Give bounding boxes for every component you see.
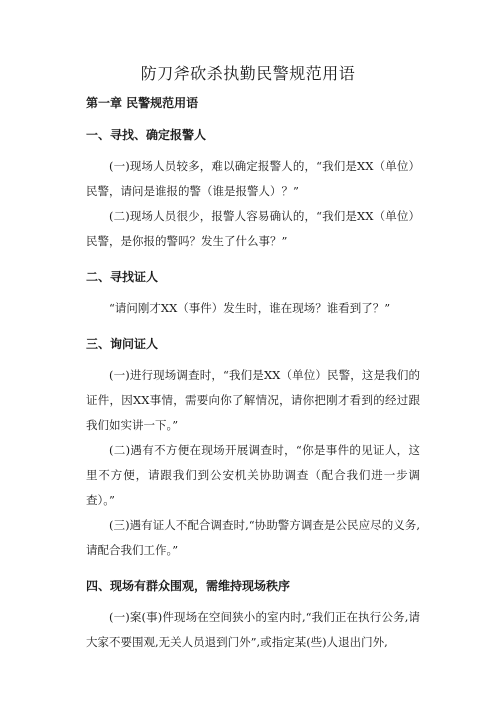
paragraph: (三)遇有证人不配合调查时,“协助警方调查是公民应尽的义务,请配合我们工作。” [86,518,420,557]
section-heading: 四、现场有群众围观，需维持现场秩序 [86,579,291,593]
paragraph: “请问刚才XX（事件）发生时，谁在现场？谁看到了？” [109,301,391,315]
document-body [86,95,420,655]
chapter-heading: 第一章 民警规范用语 [86,96,199,110]
section-heading: 二、寻找证人 [86,270,159,284]
section-heading: 三、询问证人 [86,337,159,351]
document-title: 防刀斧砍杀执勤民警规范用语 [140,64,356,83]
paragraph: (二)遇有不方便在现场开展调查时，“你是事件的见证人，这里不方便，请跟我们到公安机关协助调查（配合我们进一步调查）。” [86,443,420,507]
section-heading: 一、寻找、确定报警人 [86,128,207,142]
paragraph: (一)案(事)件现场在空间狭小的室内时,“我们正在执行公务,请大家不要围观,无关人员退到门外”,或指定某(些)人退出门外, [86,610,420,649]
paragraph: (一)进行现场调查时，“我们是XX（单位）民警，这是我们的证件，因XX事情，需要向你了解情况，请你把刚才看到的经过跟我们如实讲一下。” [86,368,420,432]
paragraph: (二)现场人员很少，报警人容易确认的，“我们是XX（单位）民警，是你报的警吗？发生了什么事？” [86,209,420,248]
paragraph: (一)现场人员较多，难以确定报警人的，“我们是XX（单位）民警，请问是谁报的警（谁是报警人）？” [86,159,420,198]
